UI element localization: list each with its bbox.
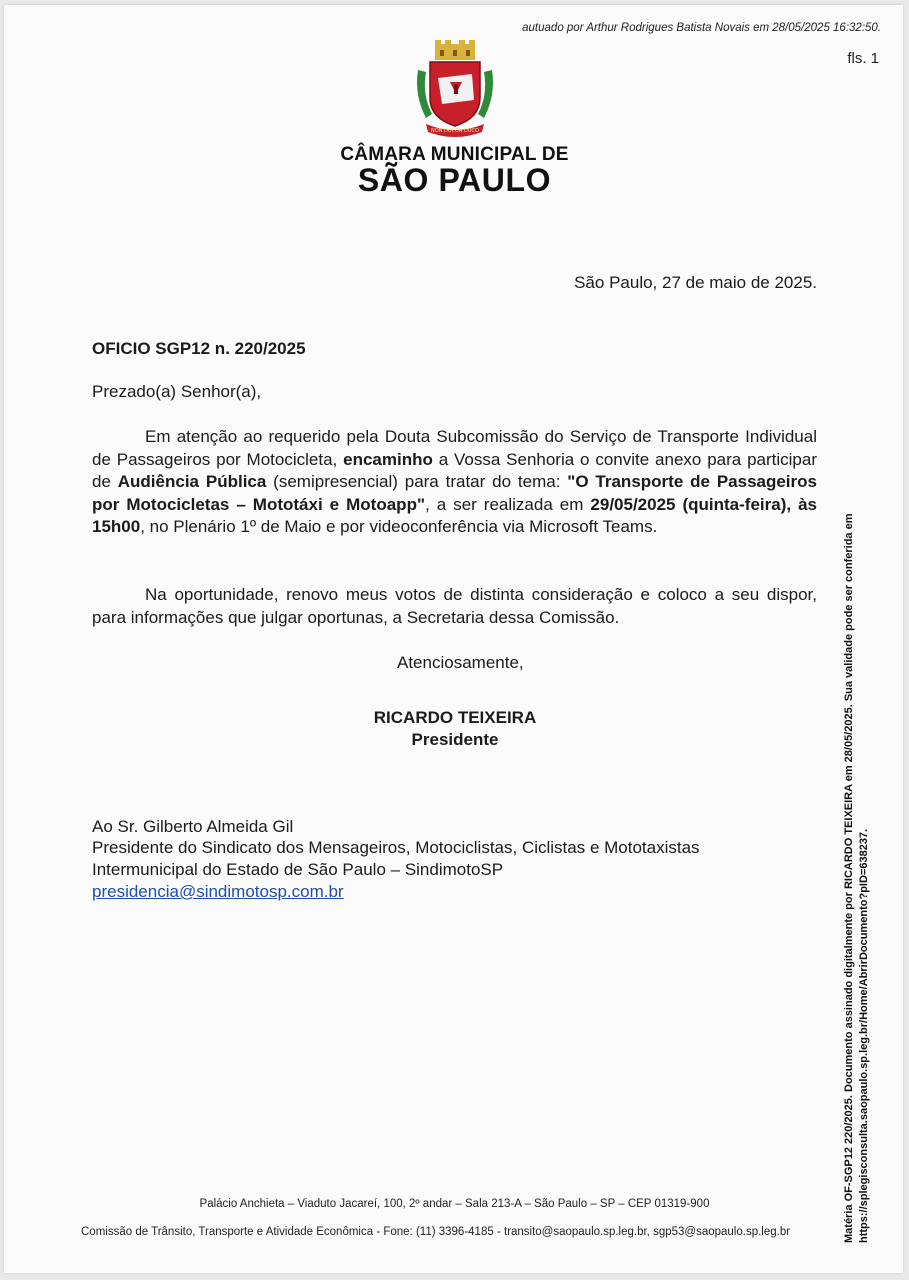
autuado-stamp: autuado por Arthur Rodrigues Batista Novais em 28/05/2025 16:32:50. <box>522 22 881 34</box>
signature-note-line1: Matéria OF-SGP12 220/2025. Documento assinado digitalmente por RICARDO TEIXEIRA em 28/05/2025. Sua validade pode ser conferida em <box>843 513 855 1243</box>
letter-date: São Paulo, 27 de maio de 2025. <box>574 273 817 292</box>
svg-text:NON DUCOR DUCO: NON DUCOR DUCO <box>431 128 479 134</box>
signature-note-link[interactable]: https://splegisconsulta.saopaulo.sp.leg.br/Home/AbrirDocumento?pID=638237. <box>858 828 870 1243</box>
institution-name-line1: CÂMARA MUNICIPAL DE <box>340 144 569 165</box>
recipient-position: Presidente do Sindicato dos Mensageiros, Motociclistas, Ciclistas e Mototaxistas <box>92 838 700 857</box>
closing: Atenciosamente, <box>397 653 524 672</box>
footer-address: Palácio Anchieta – Viaduto Jacareí, 100, 2º andar – Sala 213-A – São Paulo – SP – CEP 01319-900 <box>199 1198 710 1210</box>
body-paragraph-1: Em atenção ao requerido pela Douta Subcomissão do Serviço de Transporte Individual de Passageiros por Motocicleta, encaminho a Vossa Senhoria o convite anexo para participar de Audiência Pública (semipresencial) para tratar do tema: "O Transporte de Passageiros por Motocicletas – Mototáxi e Motoapp", a ser realizada em 29/05/2025 (quinta-feira), às 15h00, no Plenário 1º de Maio e por videoconferência via Microsoft Teams. <box>92 427 818 536</box>
recipient-email-link[interactable]: presidencia@sindimotosp.com.br <box>92 882 344 901</box>
recipient-name: Ao Sr. Gilberto Almeida Gil <box>92 817 294 836</box>
signer-name: RICARDO TEIXEIRA <box>373 708 537 727</box>
body-paragraph-2: Na oportunidade, renovo meus votos de distinta consideração e coloco a seu dispor, para informações que julgar oportunas, a Secretaria dessa Comissão. <box>92 585 817 627</box>
greeting: Prezado(a) Senhor(a), <box>92 382 262 401</box>
recipient-organization: Intermunicipal do Estado de São Paulo – SindimotoSP <box>92 860 504 879</box>
page-number: fls. 1 <box>847 50 879 67</box>
footer-contact: Comissão de Trânsito, Transporte e Atividade Econômica - Fone: (11) 3396-4185 - transito@saopaulo.sp.leg.br, sgp53@saopaulo.sp.leg.br <box>81 1226 791 1238</box>
institution-name-line2: SÃO PAULO <box>357 162 552 198</box>
oficio-number: OFICIO SGP12 n. 220/2025 <box>92 339 306 358</box>
signer-title: Presidente <box>411 730 499 749</box>
crest-logo <box>412 40 498 140</box>
digital-signature-note <box>842 443 872 1243</box>
